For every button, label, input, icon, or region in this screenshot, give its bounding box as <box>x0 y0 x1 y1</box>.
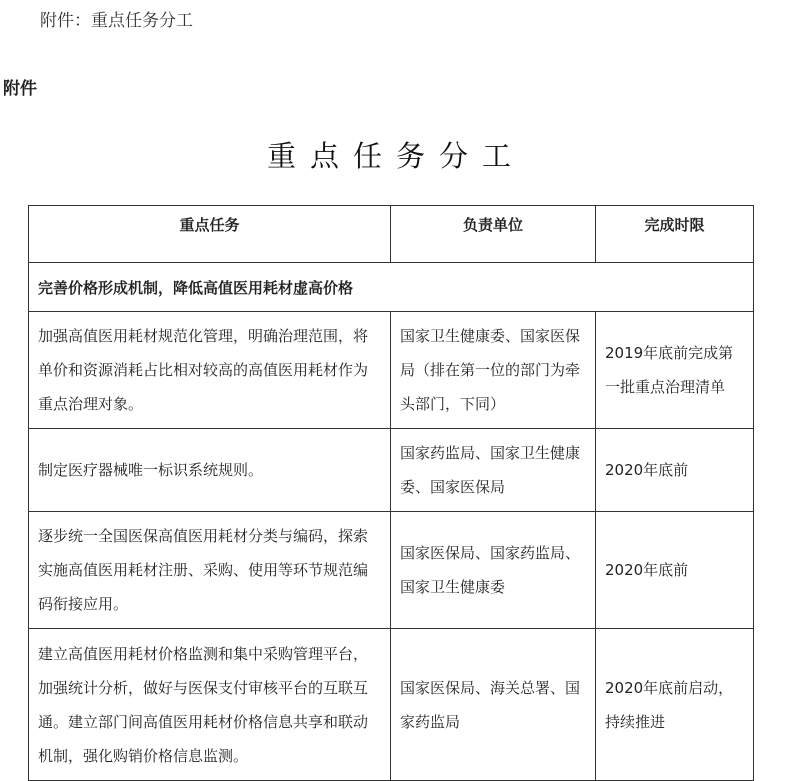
deadline-cell: 2019年底前完成第一批重点治理清单 <box>596 312 754 429</box>
unit-cell: 国家医保局、海关总署、国家药监局 <box>391 629 596 781</box>
task-cell: 加强高值医用耗材规范化管理，明确治理范围，将单价和资源消耗占比相对较高的高值医用耗材作为重点治理对象。 <box>29 312 391 429</box>
task-cell: 逐步统一全国医保高值医用耗材分类与编码，探索实施高值医用耗材注册、采购、使用等环节规范编码衔接应用。 <box>29 512 391 629</box>
unit-cell: 国家卫生健康委、国家医保局（排在第一位的部门为牵头部门，下同） <box>391 312 596 429</box>
section-row <box>29 263 754 312</box>
table-row <box>29 312 754 429</box>
page-caption: 附件：重点任务分工 <box>40 11 193 31</box>
task-table <box>28 205 754 781</box>
deadline-cell: 2020年底前启动，持续推进 <box>596 629 754 781</box>
deadline-cell: 2020年底前 <box>596 512 754 629</box>
table-row <box>29 512 754 629</box>
unit-cell: 国家医保局、国家药监局、国家卫生健康委 <box>391 512 596 629</box>
column-header-task: 重点任务 <box>29 206 391 263</box>
annex-label: 附件 <box>3 79 37 99</box>
section-heading: 完善价格形成机制，降低高值医用耗材虚高价格 <box>29 263 754 312</box>
table-row <box>29 629 754 781</box>
task-cell: 建立高值医用耗材价格监测和集中采购管理平台，加强统计分析，做好与医保支付审核平台的互联互通。建立部门间高值医用耗材价格信息共享和联动机制，强化购销价格信息监测。 <box>29 629 391 781</box>
document-title: 重点任务分工 <box>266 139 525 173</box>
column-header-deadline: 完成时限 <box>596 206 754 263</box>
table-header-row <box>29 206 754 263</box>
column-header-unit: 负责单位 <box>391 206 596 263</box>
table-row <box>29 429 754 512</box>
deadline-cell: 2020年底前 <box>596 429 754 512</box>
unit-cell: 国家药监局、国家卫生健康委、国家医保局 <box>391 429 596 512</box>
task-cell: 制定医疗器械唯一标识系统规则。 <box>29 429 391 512</box>
